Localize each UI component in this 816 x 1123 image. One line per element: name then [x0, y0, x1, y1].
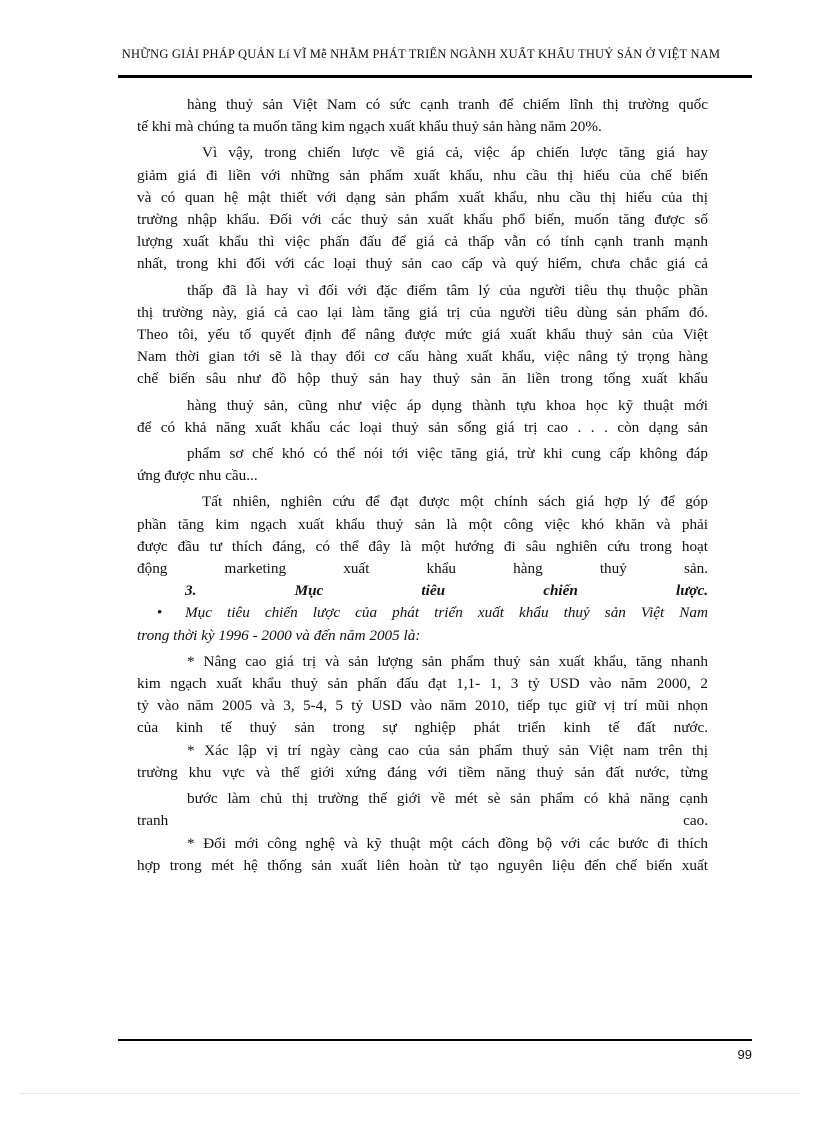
paragraph-line: lượng xuất khẩu thì việc phấn đấu để giá cả thấp vẫn có tính cạnh tranh mạnh — [137, 233, 708, 251]
split-right: cao. — [683, 812, 708, 830]
paragraph-line: hợp trong mét hệ thống sản xuất liên hoàn từ tạo nguyên liệu đến chế biến xuất — [137, 856, 708, 874]
bullet-text: Mục tiêu chiến lược của phát triển xuất khẩu thuỷ sản Việt Nam — [185, 604, 708, 622]
paragraph-line: tỷ vào năm 2005 và 3, 5-4, 5 tỷ USD vào năm 2010, tiếp tục giữ vị trí mũi nhọn — [137, 697, 708, 715]
paragraph-line: kim ngạch xuất khẩu thuỷ sản phấn đấu đạt 1,1- 1, 3 tỷ USD vào năm 2000, 2 — [137, 675, 708, 693]
page-number: 99 — [737, 1047, 752, 1062]
paragraph-line: Nam thời gian tới sẽ là thay đổi cơ cấu hàng xuất khẩu, việc nâng tỷ trọng hàng — [137, 348, 708, 366]
paragraph-line: thấp đã là hay vì đối với đặc điểm tâm lý của người tiêu thụ thuộc phần — [187, 281, 708, 299]
bullet-icon: • — [157, 604, 163, 622]
paragraph-line: trong thời kỳ 1996 - 2000 và đến năm 2005 là: — [137, 626, 421, 644]
paragraph-line: Tất nhiên, nghiên cứu để đạt được một chính sách giá hợp lý để góp — [202, 493, 708, 511]
paragraph-line: để có khả năng xuất khẩu các loại thuỷ sản sống giá trị cao . . . còn dạng sản — [137, 418, 708, 436]
paragraph-line: ứng được nhu cầu... — [137, 467, 258, 485]
paragraph-line: Vì vậy, trong chiến lược về giá cả, việc áp chiến lược tăng giá hay — [202, 144, 708, 162]
paragraph-line: của kinh tế thuỷ sản trong sự nghiệp phát triển kinh tế đất nước. — [137, 719, 708, 737]
document-body — [137, 94, 708, 877]
paragraph-line: bước làm chủ thị trường thế giới về mét sè sản phẩm có khả năng cạnh — [187, 790, 708, 808]
paragraph-line: * Đổi mới công nghệ và kỹ thuật một cách đồng bộ với các bước đi thích — [187, 834, 708, 852]
paragraph-line: hàng thuỷ sản Việt Nam có sức cạnh tranh để chiếm lĩnh thị trường quốc — [187, 96, 708, 113]
paragraph-line: giảm giá đi liền với những sản phẩm xuất khẩu, nhu cầu thị hiếu của chế biến — [137, 166, 708, 184]
paragraph-line: thị trường này, giá cả cao lại làm tăng giá trị của người tiêu dùng sản phẩm đó. — [137, 303, 708, 321]
paragraph-line: chế biến sâu như đồ hộp thuỷ sản hay thuỷ sản ăn liền trong tổng xuất khẩu — [137, 370, 708, 388]
paragraph-line: * Nâng cao giá trị và sản lượng sản phẩm thuỷ sản xuất khẩu, tăng nhanh — [187, 652, 708, 670]
split-left: tranh — [137, 812, 169, 830]
footer-rule — [118, 1039, 752, 1041]
paragraph-line — [137, 810, 708, 832]
paragraph-line: nhất, trong khi đối với các loại thuỷ sản cao cấp và quý hiếm, chưa chắc giá cả — [137, 255, 708, 273]
section-heading: 3. Mục tiêu chiến lược. — [185, 582, 708, 600]
paragraph-line: hàng thuỷ sản, cũng như việc áp dụng thành tựu khoa học kỹ thuật mới — [187, 396, 708, 414]
page-bottom-dotted-line — [20, 1093, 800, 1094]
paragraph-line: * Xác lập vị trí ngày càng cao của sản phẩm thuỷ sản Việt nam trên thị — [187, 741, 708, 759]
page-header — [118, 47, 724, 75]
header-rule — [118, 75, 752, 78]
paragraph-line: tế khi mà chúng ta muốn tăng kim ngạch xuất khẩu thuỷ sản hàng năm 20%. — [137, 118, 602, 136]
paragraph-line: phần tăng kim ngạch xuất khẩu thuỷ sản là một công việc khó khăn và phải — [137, 515, 708, 533]
paragraph-line: trường nhập khẩu. Đối với các thuỷ sản xuất khẩu phổ biến, muốn tăng được số — [137, 211, 708, 229]
paragraph-line: được đầu tư thích đáng, có thể đây là một hướng đi sâu nghiên cứu trong hoạt — [137, 537, 708, 555]
paragraph-line: động marketing xuất khẩu hàng thuỷ sản. — [137, 560, 708, 578]
paragraph-line: trường khu vực và thế giới xứng đáng với tiềm năng thuỷ sản đất nước, từng — [137, 763, 708, 781]
paragraph-line: Theo tôi, yếu tố quyết định để nâng được mức giá xuất khẩu thuỷ sản của Việt — [137, 326, 708, 344]
paragraph-line: phẩm sơ chế khó có thể nói tới việc tăng giá, trừ khi cung cấp không đáp — [187, 445, 708, 463]
bullet-item — [137, 602, 708, 624]
header-title: NHỮNG GIẢI PHÁP QUẢN Lí VĨ Mễ NHẰM PHÁT TRIỂN NGÀNH XUẤT KHẨU THUỶ SẢN Ở VIỆT NAM — [121, 47, 721, 61]
paragraph-line: và có quan hệ mật thiết với dạng sản phẩm xuất khẩu, nhu cầu thị hiếu của thị — [137, 188, 708, 206]
